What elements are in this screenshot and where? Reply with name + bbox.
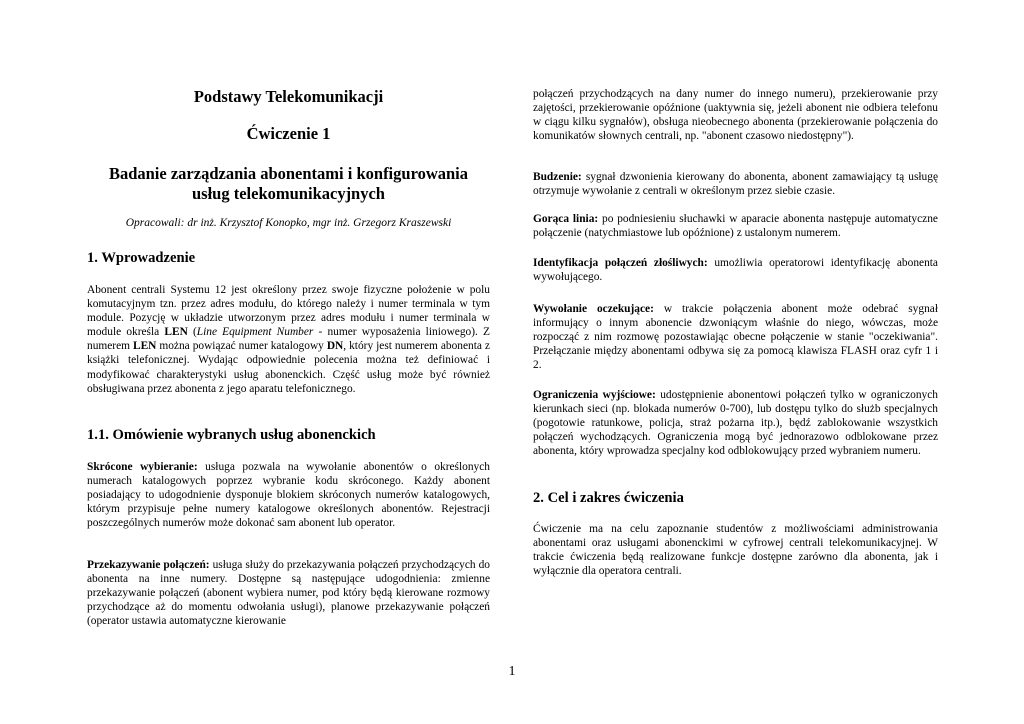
len-term-2: LEN <box>132 340 157 353</box>
goal-paragraph: Ćwiczenie ma na celu zapoznanie studentów z możliwościami administrowania abonentami oraz usługami abonenckimi w cyfrowej centrali telekomunikacyjnej. W trakcie ćwiczenia będą realizowane funkcje dostępne zarówno dla abonenta, jak i wyłącznie dla operatora centrali. <box>533 523 938 578</box>
service-call-waiting: Wywołanie oczekujące: w trakcie połączenia abonent może odebrać sygnał informujący o innym abonencie dzwoniącym właśnie do niego, wówczas, może rozpocząć z nim rozmowę pozostawiając obecne połączenie w stanie "oczekiwania". Przełączanie między abonentami odbywa się za pomocą klawisza FLASH oraz cyfr 1 i 2. <box>533 303 938 372</box>
len-term: LEN <box>164 326 188 339</box>
intro-paragraph: Abonent centrali Systemu 12 jest określony przez swoje fizyczne położenie w polu komutacyjnym tzn. przez adres modułu, do którego należy i numer terminala w tym module. Pozycję w układzie utworzonym przez adres modułu i numer terminala w module określa LEN (Line Equipment Number - numer wyposażenia liniowego). Z numerem LEN można powiązać numer katalogowy DN, który jest numerem abonenta z książki telefonicznej. Wydając odpowiednie polecenia można też definiować i modyfikować charakterystyki usług abonenckich. Część usług może być również obsługiwana przez abonenta z jego aparatu telefonicznego. <box>87 284 490 395</box>
service-call-forwarding: Przekazywanie połączeń: usługa służy do przekazywania połączeń przychodzących do abonenta na inne numery. Dostępne są następujące udogodnienia: zmienne przekazywanie połączeń (abonent wybiera numer, pod który będą kierowane rozmowy przychodzące aż do momentu odwołania usługi), planowe przekazywanie połączeń (operator ustawia automatyczne kierowanie <box>87 559 491 628</box>
service-label: Ograniczenia wyjściowe: <box>533 389 656 401</box>
service-wake-up: Budzenie: sygnał dzwonienia kierowany do abonenta, abonent zamawiający tą usługę otrzymuje wywołanie z centrali w określonym przez siebie czasie. <box>533 171 938 198</box>
authors-line: Opracowali: dr inż. Krzysztof Konopko, mgr inż. Grzegorz Kraszewski <box>125 217 452 229</box>
service-label: Wywołanie oczekujące: <box>533 303 654 315</box>
service-hotline: Gorąca linia: po podniesieniu słuchawki w aparacie abonenta następuje automatyczne połączenie (natychmiastowe lub opóźnione) z ustalonym numerem. <box>533 213 938 240</box>
section-heading-services: 1.1. Omówienie wybranych usług abonenckich <box>87 427 376 443</box>
exercise-subtitle: Badanie zarządzania abonentami i konfigurowania usług telekomunikacyjnych <box>108 164 469 203</box>
service-label: Skrócone wybieranie: <box>87 461 198 473</box>
len-definition: Line Equipment Number <box>196 326 314 339</box>
service-speed-dial: Skrócone wybieranie: usługa pozwala na wywołanie abonentów o określonych numerach katalogowych poprzez wybranie kodu skróconego. Każdy abonent posiadający to udogodnienie dysponuje blokiem skróconych numerów katalogowych, którym przypisuje pełne numery katalogowe określonych abonentów. Rejestracji poszczególnych numerów może dokonać sam abonent lub operator. <box>87 461 490 530</box>
dn-term: DN <box>326 340 344 353</box>
service-malicious-call-id: Identyfikacja połączeń złośliwych: umożliwia operatorowi identyfikację abonenta wywołującego. <box>533 257 938 284</box>
service-label: Gorąca linia: <box>533 213 599 225</box>
exercise-title: Ćwiczenie 1 <box>246 124 331 143</box>
service-label: Identyfikacja połączeń złośliwych: <box>533 257 708 269</box>
service-outgoing-restrictions: Ograniczenia wyjściowe: udostępnienie abonentowi połączeń tylko w ograniczonych kierunkach sieci (np. blokada numerów 0-700), lub dostępu tylko do służb specjalnych (pogotowie ratunkowe, policja, straż pożarna itp.), będź zablokowanie wszystkich połączeń wychodzących. Ograniczenia mogą być jednorazowo odblokowane przez abonenta, który wprowadza specjalny kod odblokowujący przed wybraniem numeru. <box>533 389 938 458</box>
forwarding-continuation: połączeń przychodzących na dany numer do innego numeru), przekierowanie przy zajętości, przekierowanie opóźnione (uaktywnia się, jeżeli abonent nie odbiera telefonu w ciągu kilku sygnałów), obsługa nieobecnego abonenta (przekierowanie połączenia do komunikatów słownych centrali, np. "abonent czasowo niedostępny"). <box>533 88 938 143</box>
service-label: Budzenie: <box>533 171 582 183</box>
section-heading-goal: 2. Cel i zakres ćwiczenia <box>533 490 684 506</box>
section-heading-introduction: 1. Wprowadzenie <box>87 250 196 266</box>
course-title: Podstawy Telekomunikacji <box>193 87 384 106</box>
page-number: 1 <box>508 664 516 679</box>
service-label: Przekazywanie połączeń: <box>87 559 210 571</box>
